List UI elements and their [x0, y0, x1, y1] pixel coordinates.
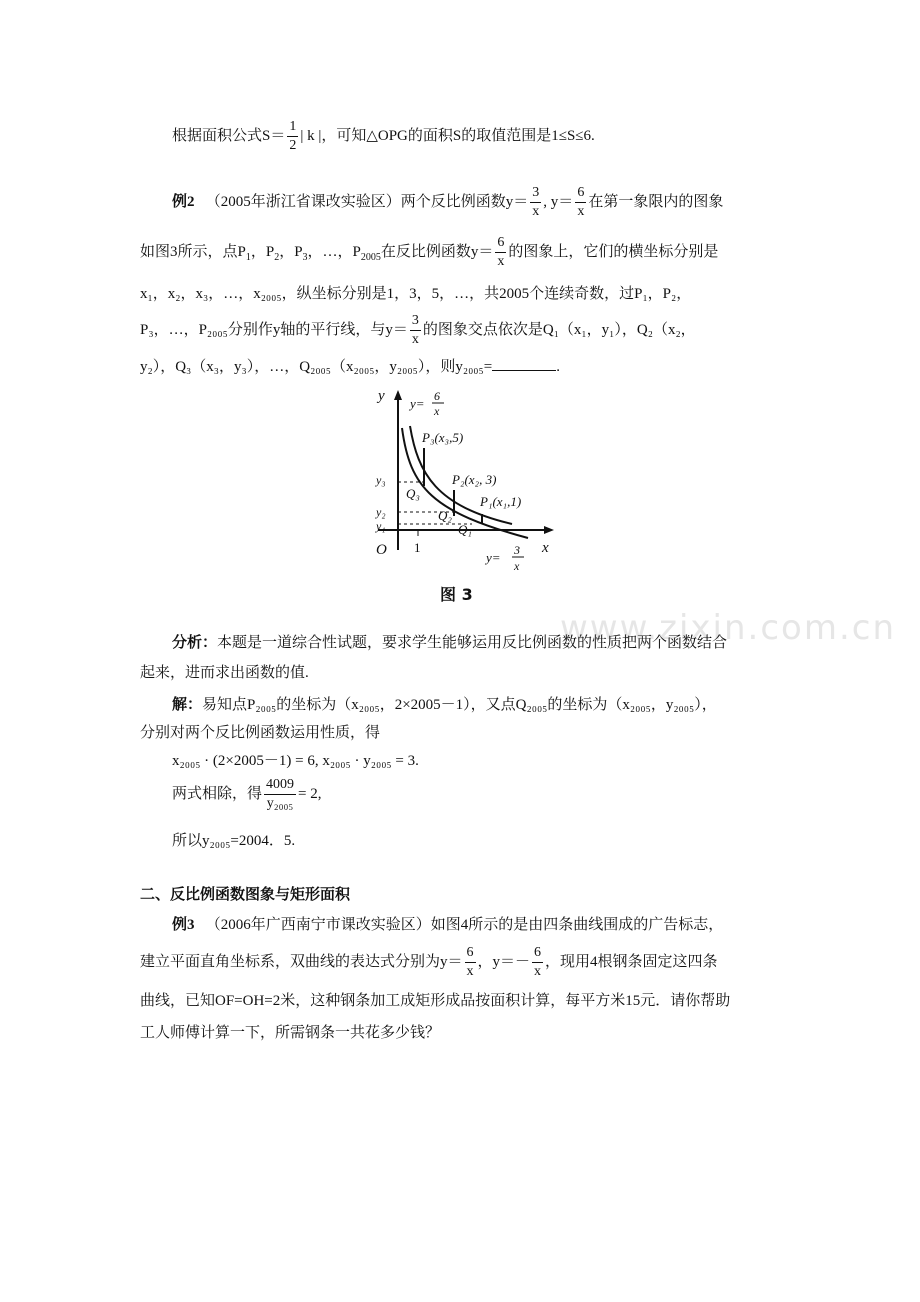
y-axis-arrow — [394, 390, 402, 400]
example3-line4: 工人师傅计算一下，所需钢条一共花多少钱？ — [140, 1025, 441, 1041]
y1-label: y₁ — [376, 519, 386, 533]
example2-line5: y₂），Q₃（x₃，y₃），…，Q₂₀₀₅（x₂₀₀₅，y₂₀₀₅），则y₂₀₀₅= . — [140, 356, 560, 378]
solution-division: 两式相除，得 $\frac{4009}{\text{y₂₀₀₅}}$ = 2, — [172, 777, 322, 811]
point-q1-label: Q₁ — [458, 522, 472, 537]
solution-line1: 解：易知点P₂₀₀₅的坐标为（x₂₀₀₅，2×2005－1），又点Q₂₀₀₅的坐标为（x₂₀₀₅，y₂₀₀₅）， — [172, 697, 717, 713]
example2-line2: 如图3所示，点$P_1$，$P_2$，$P_3$，…，$P_{2005}$在反比例函数y＝ $\frac{6}{x}$ 的图象上，它们的横坐标分别是 — [140, 235, 719, 269]
example-label: 例3 — [172, 917, 195, 933]
example3-line2: 建立平面直角坐标系，双曲线的表达式分别为y＝ $\frac{6}{x}$ ，y＝－ $\frac{6}{x}$ ，现用4根钢条固定这四条 — [140, 945, 718, 979]
area-formula-line: 根据面积公式S＝ $\frac{1}{2}$ | k |，可知△OPG的面积S的取值范围是1≤S≤6. — [172, 119, 595, 153]
section-heading: 二、反比例函数图象与矩形面积 — [140, 887, 351, 903]
point-p2-label: P₂(x₂, 3) — [452, 472, 497, 487]
point-q3-label: Q₃ — [406, 486, 420, 501]
svg-text:x: x — [514, 559, 520, 573]
x-one-label: 1 — [414, 540, 421, 555]
example3-line3: 曲线，已知OF=OH=2米，这种钢条加工成矩形成品按面积计算，每平方米15元．请你帮助 — [140, 993, 731, 1009]
svg-text:3: 3 — [514, 543, 520, 557]
svg-text:x: x — [434, 404, 440, 418]
y-axis-label: y — [378, 388, 385, 404]
example3-line1: 例3 （2006年广西南宁市课改实验区）如图4所示的是由四条曲线围成的广告标志， — [172, 917, 724, 933]
curve6-label: y= — [410, 396, 425, 411]
example-label: 例2 — [172, 193, 195, 210]
point-q2-label: Q₂ — [438, 508, 452, 523]
example2-line4: P₃，…，P₂₀₀₅分别作y轴的平行线，与y＝ $\frac{3}{x}$ 的图象交点依次是Q₁（x₁，y₁），Q₂（x₂， — [140, 313, 696, 347]
example2-line3: x₁，x₂，x₃，…，x₂₀₀₅，纵坐标分别是1，3，5，…，共2005个连续奇数，过P₁，P₂， — [140, 286, 692, 302]
solution-line2: 分别对两个反比例函数运用性质，得 — [140, 725, 381, 741]
fraction-half: $\frac{1}{2}$ — [289, 119, 297, 153]
analysis-line1: 分析：本题是一道综合性试题，要求学生能够运用反比例函数的性质把两个函数结合 — [172, 635, 728, 651]
figure-caption: 图 3 — [440, 585, 473, 604]
y2-label: y₂ — [376, 505, 386, 519]
example2-line1: 例2 （2005年浙江省课改实验区）两个反比例函数y＝ $\frac{3}{x}$ , y＝ $\frac{6}{x}$ 在第一象限内的图象 — [172, 185, 724, 219]
watermark: www.zixin.com.cn — [560, 608, 896, 648]
answer-blank — [492, 356, 556, 371]
figure-3-graph — [362, 388, 562, 578]
solution-equation: x₂₀₀₅ · (2×2005－1) = 6, x₂₀₀₅ · y₂₀₀₅ = 3. — [172, 753, 419, 769]
point-p3-label: P₃(x₃,5) — [422, 430, 464, 445]
y3-label: y₃ — [376, 473, 386, 487]
point-p1-label: P₁(x₁,1) — [480, 494, 522, 509]
curve3-label: y= — [486, 550, 501, 565]
analysis-line2: 起来，进而求出函数的值. — [140, 665, 309, 681]
solution-result: 所以y₂₀₀₅=2004．5. — [172, 833, 296, 849]
svg-text:6: 6 — [434, 389, 440, 403]
x-axis-arrow — [544, 526, 554, 534]
x-axis-label: x — [542, 540, 549, 556]
origin-label: O — [376, 542, 387, 558]
